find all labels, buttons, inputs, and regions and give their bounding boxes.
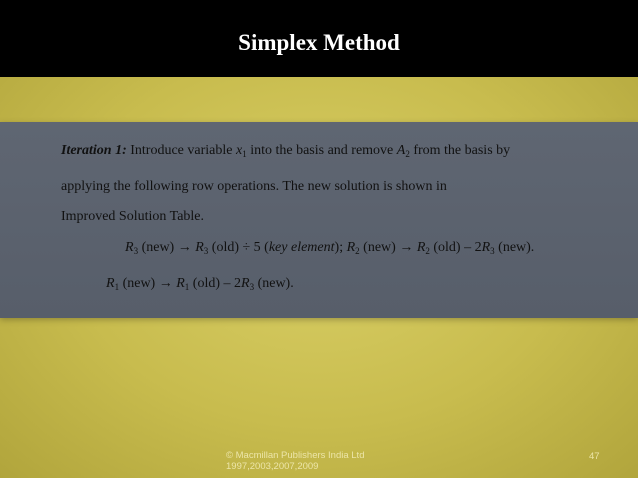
iteration-label: Iteration 1: — [61, 143, 127, 158]
page-number: 47 — [589, 451, 600, 462]
copyright-footer: © Macmillan Publishers India Ltd 1997,2003,2007,2009 — [226, 450, 365, 472]
equation-2: $R_1$ $(new) \to R_1$ $(old) - 2R_3$ (new). — [106, 276, 294, 292]
key-element-text: key element — [268, 240, 335, 255]
paragraph-line-3: Improved Solution Table. — [61, 209, 205, 224]
paragraph-line-1: Iteration 1: Introduce variable $x_1$ into the basis and remove $A_2$ from the basis by — [61, 143, 511, 159]
paragraph-line-2: applying the following row operations. The new solution is shown in — [61, 179, 447, 194]
title-bar — [0, 0, 638, 77]
slide-title: Simplex Method — [238, 29, 400, 55]
equation-1: $R_3$ $(new) \to R_3$ (old) ÷ 5 (key element); $R_2$ $(new) \to R_2$ $(old) - 2R_3$ (new). — [125, 240, 535, 256]
